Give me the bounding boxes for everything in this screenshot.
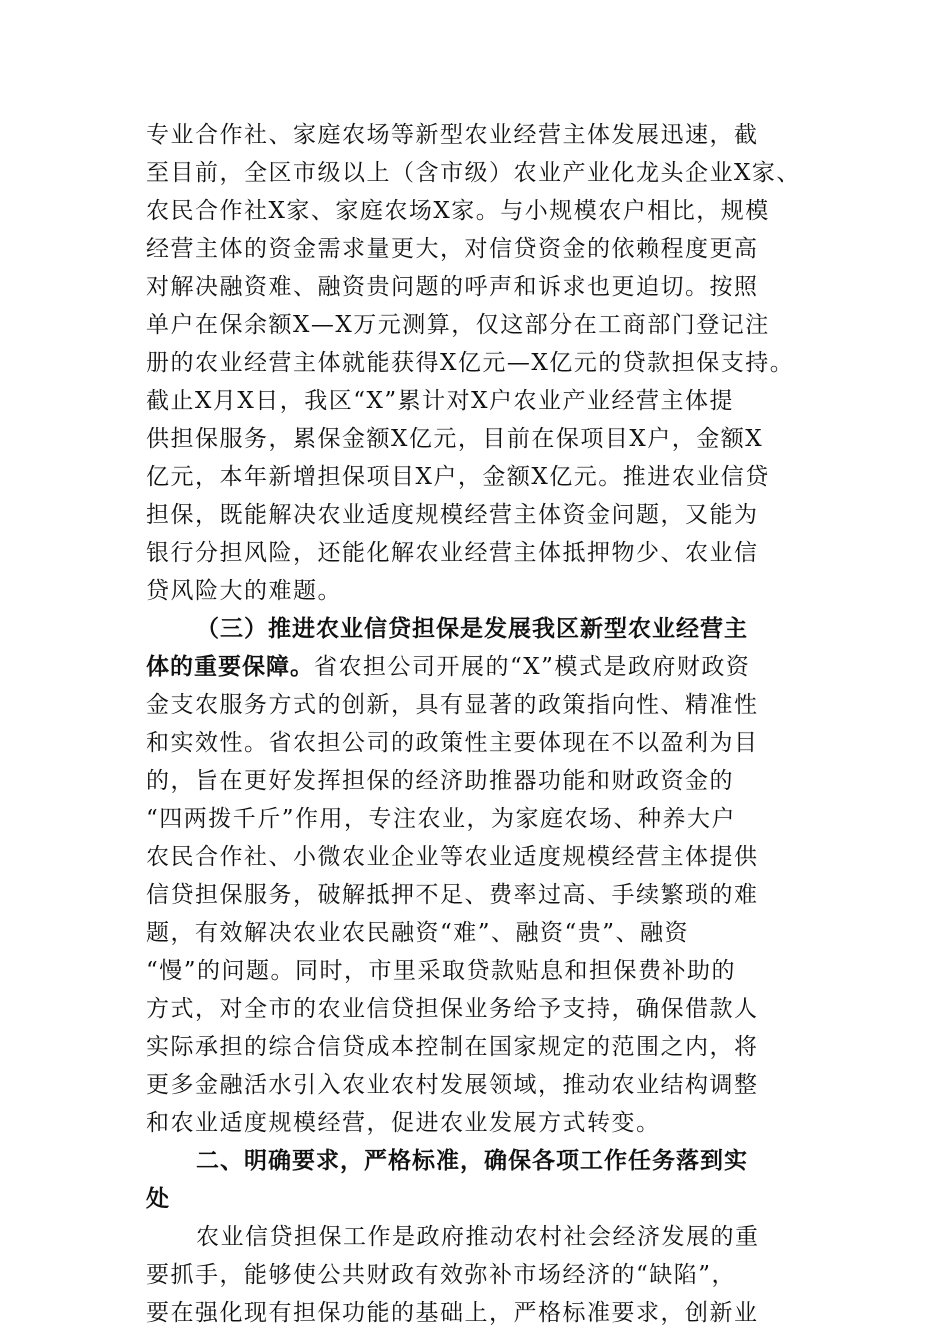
section-heading-continued: 处: [146, 1186, 170, 1212]
body-text-line: 要在强化现有担保功能的基础上，严格标准要求，创新业: [146, 1300, 759, 1326]
body-text-line: 专业合作社、家庭农场等新型农业经营主体发展迅速，截: [146, 122, 759, 148]
body-text-line: 农民合作社、小微农业企业等农业适度规模经营主体提供: [146, 844, 759, 870]
body-text-line: 担保，既能解决农业适度规模经营主体资金问题，又能为: [146, 502, 759, 528]
body-text-line: 实际承担的综合信贷成本控制在国家规定的范围之内，将: [146, 1034, 759, 1060]
body-text-line: 贷风险大的难题。: [146, 578, 342, 604]
body-text-line: 亿元，本年新增担保项目X户，金额X亿元。推进农业信贷: [146, 464, 770, 490]
subsection-heading-tail: 体的重要保障。: [146, 654, 314, 680]
body-text-line: 单户在保余额X—X万元测算，仅这部分在工商部门登记注: [146, 312, 770, 338]
body-text-line: 题，有效解决农业农民融资“难”、融资“贵”、融资: [146, 920, 690, 946]
section-heading: 二、明确要求，严格标准，确保各项工作任务落到实: [196, 1148, 748, 1174]
body-text-line: 和实效性。省农担公司的政策性主要体现在不以盈利为目: [146, 730, 759, 756]
body-text-line: 册的农业经营主体就能获得X亿元—X亿元的贷款担保支持。: [146, 350, 795, 376]
subsection-heading-continued: [146, 652, 806, 682]
subsection-heading: （三）推进农业信贷担保是发展我区新型农业经营主: [196, 616, 748, 642]
body-text-inline: 省农担公司开展的“X”模式是政府财政资: [314, 654, 751, 680]
body-text-line: “四两拨千斤”作用，专注农业，为家庭农场、种养大户: [146, 806, 737, 832]
body-text-line: 和农业适度规模经营，促进农业发展方式转变。: [146, 1110, 661, 1136]
body-text-line: 银行分担风险，还能化解农业经营主体抵押物少、农业信: [146, 540, 759, 566]
body-text-line: “慢”的问题。同时，市里采取贷款贴息和担保费补助的: [146, 958, 737, 984]
body-text-line: 方式，对全市的农业信贷担保业务给予支持，确保借款人: [146, 996, 759, 1022]
body-text-line: 对解决融资难、融资贵问题的呼声和诉求也更迫切。按照: [146, 274, 759, 300]
body-text-line: 经营主体的资金需求量更大，对信贷资金的依赖程度更高: [146, 236, 759, 262]
body-text-line: 农业信贷担保工作是政府推动农村社会经济发展的重: [196, 1224, 760, 1250]
body-text-line: 要抓手，能够使公共财政有效弥补市场经济的“缺陷”，: [146, 1262, 737, 1288]
body-text-line: 的，旨在更好发挥担保的经济助推器功能和财政资金的: [146, 768, 734, 794]
body-text-line: 更多金融活水引入农业农村发展领域，推动农业结构调整: [146, 1072, 759, 1098]
body-text-line: 截止X月X日，我区“X”累计对X户农业产业经营主体提: [146, 388, 735, 414]
body-text-line: 信贷担保服务，破解抵押不足、费率过高、手续繁琐的难: [146, 882, 759, 908]
body-text-line: 金支农服务方式的创新，具有显著的政策指向性、精准性: [146, 692, 759, 718]
body-text-line: 农民合作社X家、家庭农场X家。与小规模农户相比，规模: [146, 198, 770, 224]
body-text-line: 供担保服务，累保金额X亿元，目前在保项目X户，金额X: [146, 426, 764, 452]
body-text-line: 至目前，全区市级以上（含市级）农业产业化龙头企业X家、: [146, 160, 801, 186]
